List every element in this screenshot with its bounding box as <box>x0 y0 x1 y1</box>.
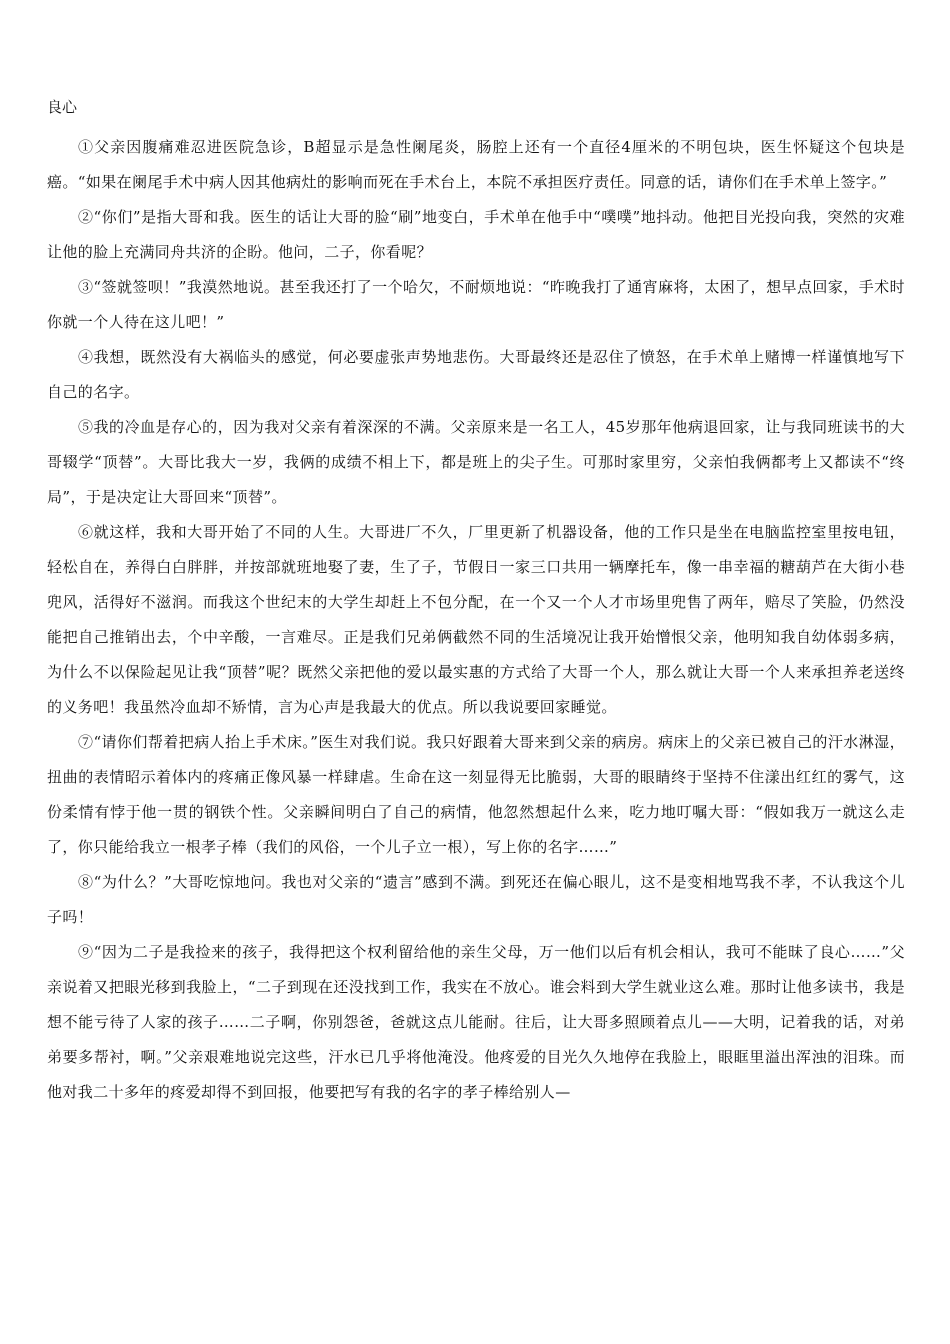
paragraph-1: ①父亲因腹痛难忍进医院急诊，B超显示是急性阑尾炎，肠腔上还有一个直径4厘米的不明包块，医生怀疑这个包块是癌。“如果在阑尾手术中病人因其他病灶的影响而死在手术台上，本院不承担医疗责任。同意的话，请你们在手术单上签字。” <box>47 138 905 191</box>
paragraph-5: ⑤我的冷血是存心的，因为我对父亲有着深深的不满。父亲原来是一名工人，45岁那年他病退回家，让与我同班读书的大哥辍学“顶替”。大哥比我大一岁，我俩的成绩不相上下，都是班上的尖子生。可那时家里穷，父亲怕我俩都考上又都读不“终局”，于是决定让大哥回来“顶替”。 <box>47 418 905 506</box>
paragraph-6: ⑥就这样，我和大哥开始了不同的人生。大哥进厂不久，厂里更新了机器设备，他的工作只是坐在电脑监控室里按电钮，轻松自在，养得白白胖胖，并按部就班地娶了妻，生了子，节假日一家三口共用一辆摩托车，像一串幸福的糖葫芦在大街小巷兜风，活得好不滋润。而我这个世纪末的大学生却赶上不包分配，在一个又一个人才市场里兜售了两年，赔尽了笑脸，仍然没能把自己推销出去，个中辛酸，一言难尽。正是我们兄弟俩截然不同的生活境况让我开始憎恨父亲，他明知我自幼体弱多病，为什么不以保险起见让我“顶替”呢？既然父亲把他的爱以最实惠的方式给了大哥一个人，那么就让大哥一个人来承担养老送终的义务吧！我虽然冷血却不矫情，言为心声是我最大的优点。所以我说要回家睡觉。 <box>47 523 905 716</box>
paragraph-7: ⑦“请你们帮着把病人抬上手术床。”医生对我们说。我只好跟着大哥来到父亲的病房。病床上的父亲已被自己的汗水淋湿，扭曲的表情昭示着体内的疼痛正像风暴一样肆虐。生命在这一刻显得无比脆弱，大哥的眼睛终于坚持不住漾出红红的雾气，这份柔情有悖于他一贯的钢铁个性。父亲瞬间明白了自己的病情，他忽然想起什么来，吃力地叮嘱大哥：“假如我万一就这么走了，你只能给我立一根孝子棒（我们的风俗，一个儿子立一根），写上你的名字……” <box>47 733 905 856</box>
paragraph-4: ④我想，既然没有大祸临头的感觉，何必要虚张声势地悲伤。大哥最终还是忍住了愤怒，在手术单上赌博一样谨慎地写下自己的名字。 <box>47 348 905 401</box>
article-title: 良心 <box>47 98 78 116</box>
paragraph-9: ⑨“因为二子是我捡来的孩子，我得把这个权利留给他的亲生父母，万一他们以后有机会相认，我可不能昧了良心……”父亲说着又把眼光移到我脸上，“二子到现在还没找到工作，我实在不放心。谁会料到大学生就业这么难。那时让他多读书，我是想不能亏待了人家的孩子……二子啊，你别怨爸，爸就这点儿能耐。往后，让大哥多照顾着点儿——大明，记着我的话，对弟弟要多帮衬，啊。”父亲艰难地说完这些，汗水已几乎将他淹没。他疼爱的目光久久地停在我脸上，眼眶里溢出浑浊的泪珠。而他对我二十多年的疼爱却得不到回报，他要把写有我的名字的孝子棒给别人— <box>47 943 905 1101</box>
paragraph-8: ⑧“为什么？”大哥吃惊地问。我也对父亲的“遗言”感到不满。到死还在偏心眼儿，这不是变相地骂我不孝，不认我这个儿子吗！ <box>47 873 905 926</box>
paragraph-2: ②“你们”是指大哥和我。医生的话让大哥的脸“刷”地变白，手术单在他手中“噗噗”地抖动。他把目光投向我，突然的灾难让他的脸上充满同舟共济的企盼。他问，二子，你看呢？ <box>47 208 905 261</box>
paragraph-3: ③“签就签呗！”我漠然地说。甚至我还打了一个哈欠，不耐烦地说：“昨晚我打了通宵麻将，太困了，想早点回家，手术时你就一个人待在这儿吧！” <box>47 278 905 331</box>
